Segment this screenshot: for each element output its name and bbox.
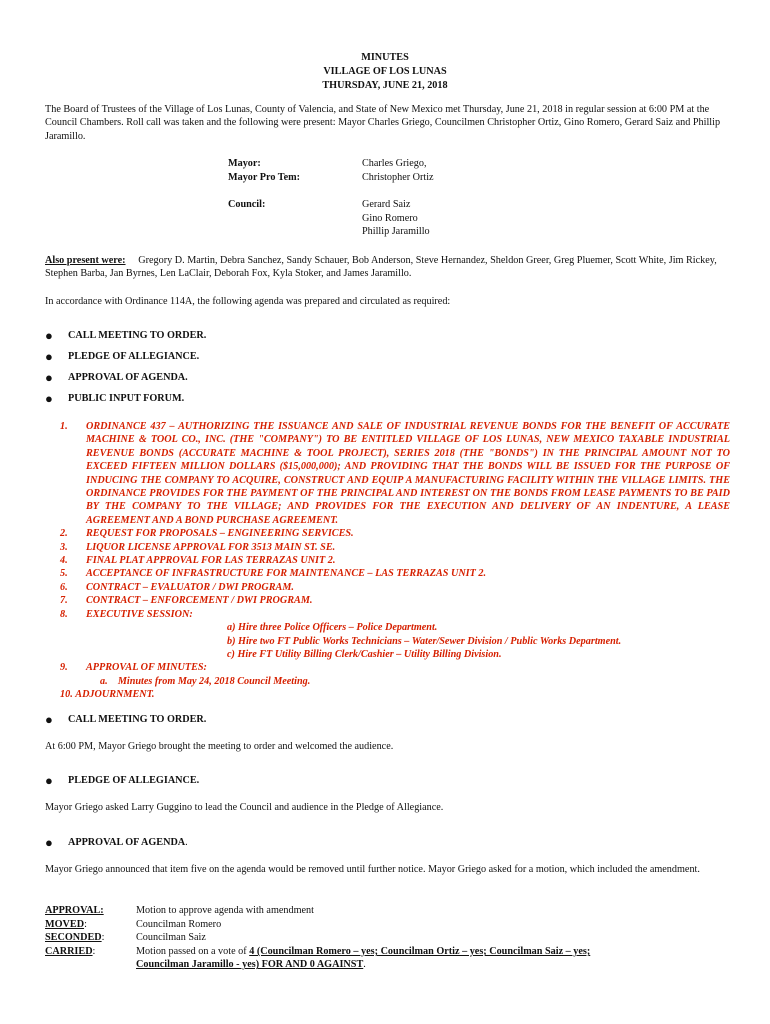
agenda-item <box>60 661 730 674</box>
motion-carried-colon: : <box>92 946 96 957</box>
sub-item-text: Hire two FT Public Works Technicians – Water/Sewer Division / Public Works Department. <box>238 635 622 647</box>
section-approval-text: Mayor Griego announced that item five on the agenda would be removed until further notice. Mayor Griego asked for a motion, which included the amendment. <box>45 864 700 875</box>
agenda-item-number: 10. <box>60 689 73 701</box>
section-heading-period: . <box>185 837 188 848</box>
motion-moved-row-label <box>45 918 87 931</box>
sub-item-letter: a) <box>227 622 236 634</box>
agenda-item-text: FINAL PLAT APPROVAL FOR LAS TERRAZAS UNIT 2. <box>86 555 336 567</box>
motion-seconded-colon: : <box>101 932 105 943</box>
agenda-item <box>60 527 730 540</box>
document-header <box>0 51 770 93</box>
bullet-text: PLEDGE OF ALLEGIANCE. <box>68 351 200 362</box>
also-present-label: Also present were: <box>45 255 126 266</box>
bullet-icon: ● <box>45 328 53 343</box>
also-present-names: Gregory D. Martin, Debra Sanchez, Sandy Schauer, Bob Anderson, Steve Hernandez, Sheldon Greer, Greg Pluemer, Scott White, Jim Rickey, Stephen Barba, Jan Byrnes, Len LaClair, Deborah Fox, Kyla Stoker, and James Jaramillo. <box>45 255 717 280</box>
bullet-icon: ● <box>45 391 53 406</box>
agenda-list <box>60 420 730 702</box>
agenda-item-number: 9. <box>60 662 68 674</box>
bullet-approval <box>45 371 725 385</box>
agenda-item <box>60 608 730 621</box>
motion-seconded-row-label <box>45 931 104 944</box>
bullet-pledge <box>45 350 725 364</box>
agenda-item <box>60 420 730 527</box>
section-heading-text: CALL MEETING TO ORDER. <box>68 714 207 725</box>
agenda-item <box>60 594 730 607</box>
roll-council-member-1: Gerard Saiz <box>362 199 411 210</box>
section-call-text: At 6:00 PM, Mayor Griego brought the meeting to order and welcomed the audience. <box>45 741 394 752</box>
agenda-item-text: CONTRACT – EVALUATOR / DWI PROGRAM. <box>86 581 294 593</box>
agenda-item-number: 6. <box>60 581 68 593</box>
roll-council-member-3: Phillip Jaramillo <box>362 226 430 237</box>
roll-pro-tem-label: Mayor Pro Tem: <box>228 172 301 183</box>
section-heading-label: APPROVAL OF AGENDA <box>68 837 186 848</box>
agenda-item-text: LIQUOR LICENSE APPROVAL FOR 3513 MAIN ST. SE. <box>86 541 336 553</box>
roll-council-label: Council: <box>228 199 266 210</box>
header-organization: VILLAGE OF LOS LUNAS <box>323 66 447 77</box>
bullet-icon: ● <box>45 370 53 385</box>
agenda-item-text: ORDINANCE 437 – AUTHORIZING THE ISSUANCE AND SALE OF INDUSTRIAL REVENUE BONDS FOR THE BENEFIT OF ACCURATE MACHINE & TOOL CO., INC. (THE "COMPANY") TO BE ENTITLED VILLAGE OF LOS LUNAS, NEW MEXICO TAXABLE INDUSTRIAL REVENUE BONDS (ACCURATE MACHINE & TOOL PROJECT), SERIES 2018 (THE "BONDS") IN THE PRINCIPAL AMOUNT NOT TO EXCEED FIFTEEN MILLION DOLLARS ($15,000,000); AND PROVIDING THAT THE BONDS WILL BE ISSUED FOR THE PURPOSE OF INDUCING THE COMPANY TO ACQUIRE, CONSTRUCT AND EQUIP A MANUFACTURING FACILITY WITHIN THE VILLAGE LIMITS. THE ORDINANCE PROVIDES FOR THE PAYMENT OF THE PRINCIPAL AND INTEREST ON THE BONDS FROM LEASE PAYMENTS TO BE PAID BY THE COMPANY TO THE VILLAGE; AND PROVIDES FOR THE EXECUTION AND DELIVERY OF AN INDENTURE, A LEASE AGREEMENT AND A BOND PURCHASE AGREEMENT. <box>86 421 730 526</box>
motion-carried-vote-1: 4 (Councilman Romero – yes; Councilman Ortiz – yes; Councilman Saiz – yes; <box>249 946 591 957</box>
bullet-icon: ● <box>45 835 53 850</box>
agenda-item-number: 7. <box>60 595 68 607</box>
ordinance-note: In accordance with Ordinance 114A, the following agenda was prepared and circulated as required: <box>45 296 451 307</box>
motion-carried-value <box>136 945 736 972</box>
agenda-item-number: 4. <box>60 555 68 567</box>
executive-sub-item <box>60 621 730 634</box>
section-call-heading <box>45 713 725 727</box>
motion-moved-value: Councilman Romero <box>136 919 222 930</box>
agenda-item <box>60 581 730 594</box>
bullet-icon: ● <box>45 349 53 364</box>
bullet-text: APPROVAL OF AGENDA. <box>68 372 188 383</box>
motion-carried-vote-2: Councilman Jaramillo - yes) FOR AND 0 AGAINST <box>136 959 364 971</box>
section-approval-heading <box>45 836 725 850</box>
executive-sub-item <box>60 635 730 648</box>
sub-item-letter: b) <box>227 635 236 647</box>
sub-item-letter: c) <box>227 648 235 660</box>
executive-sub-item <box>60 648 730 661</box>
roll-mayor-name: Charles Griego, <box>362 158 427 169</box>
agenda-item-number: 3. <box>60 541 68 553</box>
agenda-item <box>60 554 730 567</box>
header-title: MINUTES <box>361 52 409 63</box>
agenda-item-text: ACCEPTANCE OF INFRASTRUCTURE FOR MAINTENANCE – LAS TERRAZAS UNIT 2. <box>86 568 487 580</box>
section-heading-text <box>68 836 188 849</box>
bullet-text: PUBLIC INPUT FORUM. <box>68 393 185 404</box>
header-date: THURSDAY, JUNE 21, 2018 <box>322 80 448 91</box>
sub-item-text: Minutes from May 24, 2018 Council Meeting. <box>117 675 311 687</box>
bullet-icon: ● <box>45 712 53 727</box>
minutes-sub-item <box>60 675 730 688</box>
agenda-item-number: 2. <box>60 528 68 540</box>
agenda-item <box>60 567 730 580</box>
agenda-item-text: EXECUTIVE SESSION: <box>86 608 193 620</box>
motion-carried-prefix: Motion passed on a vote of <box>136 946 250 957</box>
motion-moved-label: MOVED <box>45 919 85 930</box>
sub-item-text: Hire FT Utility Billing Clerk/Cashier – Utility Billing Division. <box>237 648 502 660</box>
agenda-item-text: CONTRACT – ENFORCEMENT / DWI PROGRAM. <box>86 595 313 607</box>
motion-carried-row-label <box>45 945 95 958</box>
sub-item-text: Hire three Police Officers – Police Department. <box>238 622 438 634</box>
bullet-call-meeting <box>45 329 725 343</box>
roll-pro-tem-name: Christopher Ortiz <box>362 172 434 183</box>
bullet-icon: ● <box>45 773 53 788</box>
section-pledge-heading <box>45 774 725 788</box>
agenda-item-number: 8. <box>60 608 68 620</box>
intro-paragraph: The Board of Trustees of the Village of Los Lunas, County of Valencia, and State of New Mexico met Thursday, June 21, 2018 in regular session at 6:00 PM at the Council Chambers. Roll call was taken and the following were present: Mayor Charles Griego, Councilmen Christopher Ortiz, Gino Romero, Gerard Saiz and Phillip Jaramillo. <box>45 104 721 142</box>
agenda-item-text: APPROVAL OF MINUTES: <box>86 662 207 674</box>
bullet-text: CALL MEETING TO ORDER. <box>68 330 207 341</box>
agenda-item-text: REQUEST FOR PROPOSALS – ENGINEERING SERVICES. <box>86 528 354 540</box>
bullet-public-input <box>45 392 725 406</box>
section-heading-text: PLEDGE OF ALLEGIANCE. <box>68 775 200 786</box>
agenda-item <box>60 541 730 554</box>
motion-moved-colon: : <box>84 919 87 930</box>
motion-carried-label: CARRIED <box>45 946 93 957</box>
roll-council-member-2: Gino Romero <box>362 213 418 224</box>
agenda-item-text: ADJOURNMENT. <box>75 689 155 701</box>
also-present-paragraph <box>45 254 735 281</box>
roll-mayor-label: Mayor: <box>228 158 261 169</box>
motion-carried-end: . <box>363 959 366 971</box>
agenda-item-number: 1. <box>60 421 68 432</box>
motion-approval-label: APPROVAL: <box>45 905 104 916</box>
sub-item-letter: a. <box>100 675 108 687</box>
motion-approval-value: Motion to approve agenda with amendment <box>136 905 314 916</box>
agenda-item <box>60 688 730 701</box>
motion-seconded-label: SECONDED <box>45 932 102 943</box>
section-pledge-text: Mayor Griego asked Larry Guggino to lead the Council and audience in the Pledge of Allegiance. <box>45 802 444 813</box>
motion-seconded-value: Councilman Saiz <box>136 932 206 943</box>
agenda-item-number: 5. <box>60 568 68 580</box>
